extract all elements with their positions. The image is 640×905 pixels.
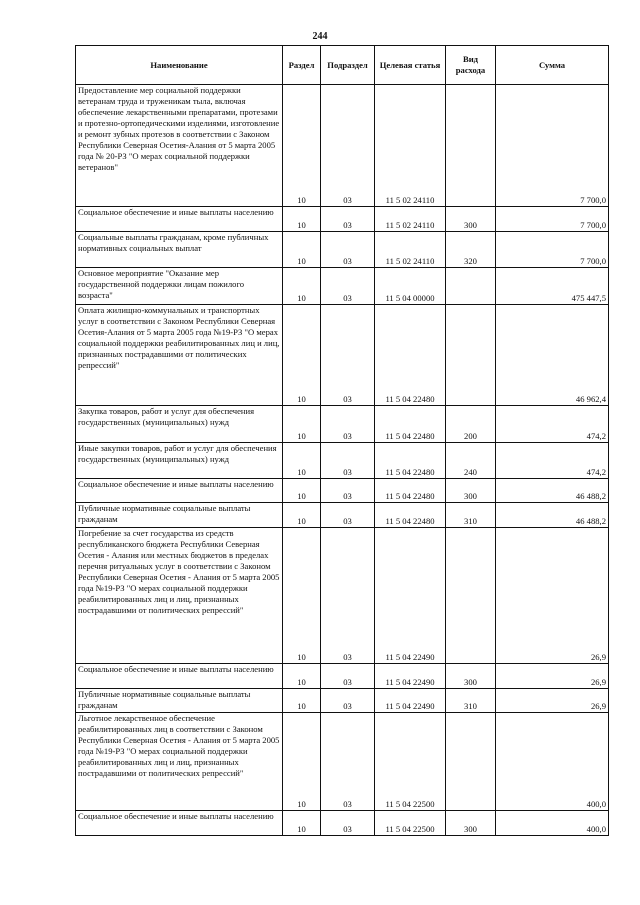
row-vid [446,305,496,406]
row-vid: 300 [446,479,496,503]
row-podrazdel: 03 [321,85,375,207]
page-number: 244 [312,31,328,42]
row-vid: 320 [446,232,496,268]
header-celevaya: Целевая статья [375,46,446,85]
row-vid: 240 [446,443,496,479]
row-name: Социальное обеспечение и иные выплаты населению [76,207,283,232]
row-vid: 300 [446,811,496,836]
table-row [76,232,609,268]
row-razdel: 10 [283,443,321,479]
row-summa: 46 488,2 [496,479,609,503]
row-razdel: 10 [283,207,321,232]
row-celevaya: 11 5 04 22480 [375,503,446,528]
table-row [76,443,609,479]
row-celevaya: 11 5 04 22500 [375,811,446,836]
row-podrazdel: 03 [321,305,375,406]
row-summa: 46 488,2 [496,503,609,528]
row-podrazdel: 03 [321,811,375,836]
row-name: Закупка товаров, работ и услуг для обеспечения государственных (муниципальных) нужд [76,406,283,443]
table-row [76,207,609,232]
row-name: Предоставление мер социальной поддержки ветеранам труда и труженикам тыла, включая обеспечение лекарственными препаратами, протезами и протезно-ортопедическими изделиями, изготовление и ремонт зубных протезов в соответствии с Законом Республики Северная Осетия-Алания от 5 марта 2005 года № 20-РЗ "О мерах социальной поддержки ветеранов" [76,85,283,207]
row-celevaya: 11 5 04 22490 [375,689,446,713]
row-podrazdel: 03 [321,207,375,232]
row-vid [446,85,496,207]
row-summa: 7 700,0 [496,207,609,232]
row-celevaya: 11 5 04 22480 [375,406,446,443]
table-row [76,689,609,713]
header-summa: Сумма [496,46,609,85]
row-summa: 26,9 [496,689,609,713]
row-summa: 7 700,0 [496,85,609,207]
table-header-row [76,46,609,85]
row-name: Льготное лекарственное обеспечение реабилитированных лиц в соответствии с Законом Республики Северная Осетия - Алания от 5 марта 2005 года №19-РЗ "О мерах социальной поддержки реабилитированных лиц и лиц, признанных пострадавшими от политических репрессий" [76,713,283,811]
row-razdel: 10 [283,503,321,528]
row-celevaya: 11 5 04 22500 [375,713,446,811]
row-summa: 26,9 [496,528,609,664]
row-podrazdel: 03 [321,689,375,713]
row-razdel: 10 [283,689,321,713]
row-razdel: 10 [283,232,321,268]
row-celevaya: 11 5 04 22490 [375,528,446,664]
row-razdel: 10 [283,305,321,406]
header-podrazdel: Подраздел [321,46,375,85]
row-celevaya: 11 5 04 22480 [375,305,446,406]
row-summa: 474,2 [496,443,609,479]
row-vid [446,713,496,811]
table-row [76,713,609,811]
row-vid: 310 [446,689,496,713]
table-row [76,268,609,305]
row-name: Погребение за счет государства из средств республиканского бюджета Республики Северная Осетия - Алания или местных бюджетов в пределах перечня ритуальных услуг в соответствии с Законом Республики Северная Осетия - Алания от 5 марта 2005 года №19-РЗ "О мерах социальной поддержки реабилитированных лиц и лиц, признанных пострадавшими от политических репрессий" [76,528,283,664]
row-summa: 46 962,4 [496,305,609,406]
row-razdel: 10 [283,811,321,836]
table-row [76,85,609,207]
row-name: Оплата жилищно-коммунальных и транспортных услуг в соответствии с Законом Республики Северная Осетия-Алания от 5 марта 2005 года №19-РЗ "О мерах социальной поддержки реабилитированных лиц и лиц, признанных пострадавшими от политических репрессий" [76,305,283,406]
header-name: Наименование [76,46,283,85]
row-vid: 300 [446,207,496,232]
row-podrazdel: 03 [321,443,375,479]
row-celevaya: 11 5 02 24110 [375,85,446,207]
table-row [76,305,609,406]
row-celevaya: 11 5 04 22490 [375,664,446,689]
row-celevaya: 11 5 04 22480 [375,479,446,503]
row-vid: 310 [446,503,496,528]
row-podrazdel: 03 [321,664,375,689]
row-razdel: 10 [283,268,321,305]
row-name: Социальное обеспечение и иные выплаты населению [76,811,283,836]
row-razdel: 10 [283,528,321,664]
row-name: Социальное обеспечение и иные выплаты населению [76,664,283,689]
table-row [76,479,609,503]
row-razdel: 10 [283,85,321,207]
row-summa: 400,0 [496,811,609,836]
budget-table [75,45,609,836]
row-celevaya: 11 5 04 22480 [375,443,446,479]
row-name: Иные закупки товаров, работ и услуг для обеспечения государственных (муниципальных) нужд [76,443,283,479]
row-summa: 26,9 [496,664,609,689]
row-vid: 200 [446,406,496,443]
row-summa: 400,0 [496,713,609,811]
row-podrazdel: 03 [321,232,375,268]
table-row [76,811,609,836]
row-podrazdel: 03 [321,268,375,305]
row-podrazdel: 03 [321,406,375,443]
row-vid [446,528,496,664]
row-podrazdel: 03 [321,528,375,664]
table-row [76,528,609,664]
row-vid [446,268,496,305]
row-name: Основное мероприятие "Оказание мер государственной поддержки лицам пожилого возраста" [76,268,283,305]
row-podrazdel: 03 [321,479,375,503]
row-celevaya: 11 5 04 00000 [375,268,446,305]
row-razdel: 10 [283,479,321,503]
table-row [76,503,609,528]
row-razdel: 10 [283,406,321,443]
row-vid: 300 [446,664,496,689]
row-summa: 7 700,0 [496,232,609,268]
row-name: Публичные нормативные социальные выплаты гражданам [76,503,283,528]
row-name: Социальное обеспечение и иные выплаты населению [76,479,283,503]
header-vid: Вид расхода [446,46,496,85]
table-row [76,664,609,689]
row-name: Социальные выплаты гражданам, кроме публичных нормативных социальных выплат [76,232,283,268]
row-celevaya: 11 5 02 24110 [375,232,446,268]
row-summa: 474,2 [496,406,609,443]
row-podrazdel: 03 [321,503,375,528]
row-celevaya: 11 5 02 24110 [375,207,446,232]
row-podrazdel: 03 [321,713,375,811]
row-razdel: 10 [283,713,321,811]
row-name: Публичные нормативные социальные выплаты гражданам [76,689,283,713]
row-razdel: 10 [283,664,321,689]
row-summa: 475 447,5 [496,268,609,305]
header-razdel: Раздел [283,46,321,85]
table-row [76,406,609,443]
